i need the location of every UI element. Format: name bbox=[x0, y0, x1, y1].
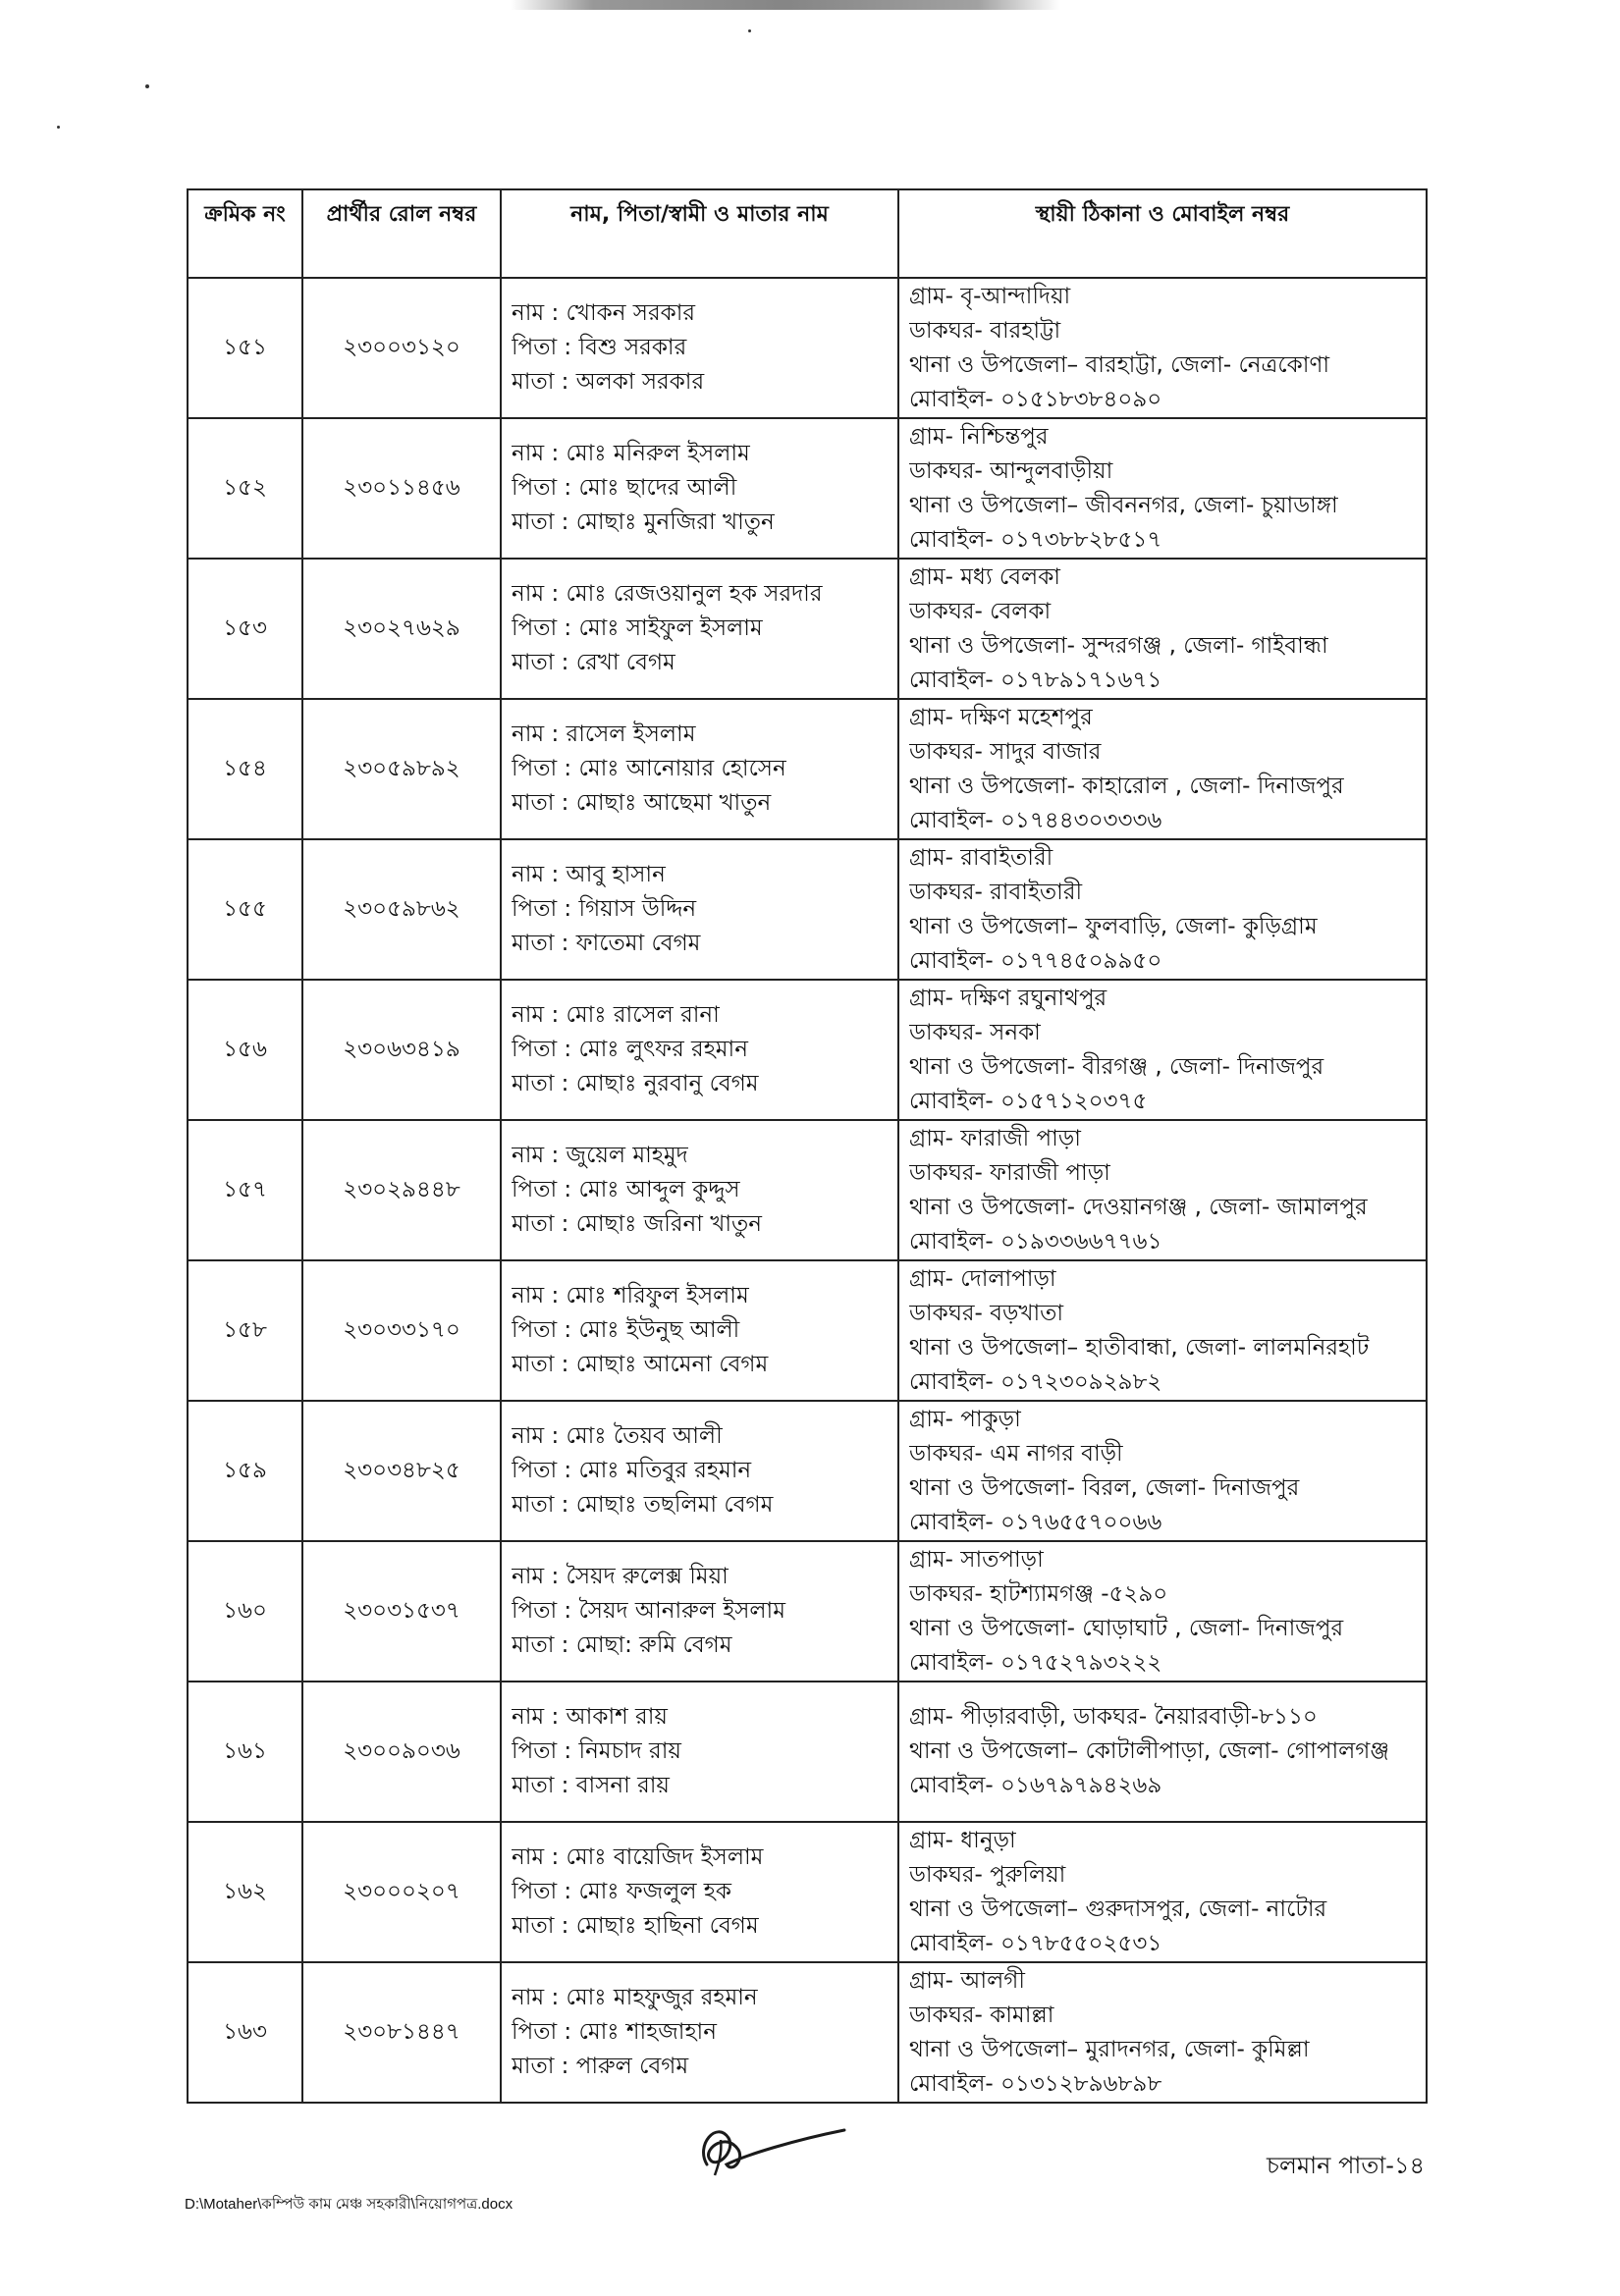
serial-cell: ১৫৬ bbox=[188, 980, 302, 1120]
address-cell bbox=[898, 699, 1427, 839]
name-line: পিতা : মোঃ সাইফুল ইসলাম bbox=[512, 615, 763, 641]
address-line: গ্রাম- ফারাজী পাড়া bbox=[909, 1125, 1081, 1151]
name-line: পিতা : মোঃ আব্দুল কুদ্দুস bbox=[512, 1177, 740, 1202]
address-line: মোবাইল- ০১৭২৩০৯২৯৮২ bbox=[909, 1368, 1162, 1395]
address-line: মোবাইল- ০১৭৬৫৫৭০০৬৬ bbox=[909, 1509, 1162, 1535]
address-line: থানা ও উপজেলা– জীবননগর, জেলা- চুয়াডাঙ্গা bbox=[909, 492, 1338, 518]
address-cell bbox=[898, 1260, 1427, 1401]
address-cell bbox=[898, 839, 1427, 980]
name-line: পিতা : সৈয়দ আনারুল ইসলাম bbox=[512, 1598, 785, 1624]
serial-cell: ১৬১ bbox=[188, 1682, 302, 1822]
name-line: পিতা : মোঃ ফজলুল হক bbox=[512, 1879, 731, 1904]
table-row bbox=[188, 418, 1427, 559]
roll-number-cell: ২৩০৮১৪৪৭ bbox=[302, 1962, 501, 2103]
table-row bbox=[188, 1120, 1427, 1260]
address-line: ডাকঘর- এম নাগর বাড়ী bbox=[909, 1440, 1123, 1467]
names-cell bbox=[501, 1682, 898, 1822]
table-row bbox=[188, 1541, 1427, 1682]
name-line: নাম : আবু হাসান bbox=[512, 862, 666, 887]
address-line: থানা ও উপজেলা- কাহারোল , জেলা- দিনাজপুর bbox=[909, 773, 1344, 799]
address-line: থানা ও উপজেলা– বারহাট্টা, জেলা- নেত্রকোণা bbox=[909, 351, 1330, 378]
name-line: মাতা : মোছাঃ আমেনা বেগম bbox=[512, 1352, 769, 1377]
address-line: গ্রাম- আলগী bbox=[909, 1967, 1025, 1994]
serial-cell: ১৫৩ bbox=[188, 559, 302, 699]
address-line: মোবাইল- ০১৫১৮৩৮৪০৯০ bbox=[909, 386, 1162, 412]
serial-cell: ১৫৫ bbox=[188, 839, 302, 980]
address-cell bbox=[898, 278, 1427, 418]
name-line: পিতা : বিশু সরকার bbox=[512, 335, 687, 360]
address-line: মোবাইল- ০১৩১২৮৯৬৮৯৮ bbox=[909, 2070, 1162, 2097]
name-line: নাম : মোঃ মনিরুল ইসলাম bbox=[512, 441, 750, 466]
name-line: নাম : মোঃ শরিফুল ইসলাম bbox=[512, 1283, 749, 1308]
names-cell bbox=[501, 559, 898, 699]
header-roll: প্রার্থীর রোল নম্বর bbox=[302, 189, 501, 278]
address-line: ডাকঘর- রাবাইতারী bbox=[909, 879, 1083, 905]
roll-number-cell: ২৩০৬৩৪১৯ bbox=[302, 980, 501, 1120]
scan-speck bbox=[57, 126, 60, 129]
name-line: মাতা : অলকা সরকার bbox=[512, 369, 705, 395]
name-line: নাম : মোঃ মাহফুজুর রহমান bbox=[512, 1985, 758, 2010]
names-cell bbox=[501, 1120, 898, 1260]
name-line: মাতা : পারুল বেগম bbox=[512, 2054, 689, 2079]
address-cell bbox=[898, 1401, 1427, 1541]
names-cell bbox=[501, 1822, 898, 1962]
address-line: থানা ও উপজেলা– কোটালীপাড়া, জেলা- গোপালগঞ্জ bbox=[909, 1738, 1390, 1764]
address-line: থানা ও উপজেলা- ঘোড়াঘাট , জেলা- দিনাজপুর bbox=[909, 1615, 1344, 1641]
name-line: পিতা : নিমচাদ রায় bbox=[512, 1738, 681, 1764]
roll-number-cell: ২৩০৩৪৮২৫ bbox=[302, 1401, 501, 1541]
names-cell bbox=[501, 1962, 898, 2103]
address-line: গ্রাম- রাবাইতারী bbox=[909, 844, 1053, 871]
address-line: গ্রাম- ধানুড়া bbox=[909, 1827, 1016, 1853]
address-line: থানা ও উপজেলা- সুন্দরগঞ্জ , জেলা- গাইবান্ধা bbox=[909, 632, 1328, 659]
serial-cell: ১৬০ bbox=[188, 1541, 302, 1682]
roll-number-cell: ২৩০২৯৪৪৮ bbox=[302, 1120, 501, 1260]
name-line: মাতা : মোছাঃ হাছিনা বেগম bbox=[512, 1913, 759, 1939]
candidate-table bbox=[187, 188, 1428, 2104]
name-line: নাম : রাসেল ইসলাম bbox=[512, 721, 696, 747]
name-line: মাতা : মোছাঃ মুনজিরা খাতুন bbox=[512, 509, 775, 535]
roll-number-cell: ২৩০০৯০৩৬ bbox=[302, 1682, 501, 1822]
name-line: নাম : খোকন সরকার bbox=[512, 300, 696, 326]
address-cell bbox=[898, 980, 1427, 1120]
name-line: নাম : মোঃ তৈয়ব আলী bbox=[512, 1423, 723, 1449]
table-row bbox=[188, 559, 1427, 699]
address-line: গ্রাম- দোলাপাড়া bbox=[909, 1265, 1056, 1292]
roll-number-cell: ২৩০১১৪৫৬ bbox=[302, 418, 501, 559]
address-line: মোবাইল- ০১৭৮৫৫০২৫৩১ bbox=[909, 1930, 1162, 1956]
address-cell bbox=[898, 1541, 1427, 1682]
address-line: থানা ও উপজেলা– হাতীবান্ধা, জেলা- লালমনিরহাট bbox=[909, 1334, 1370, 1361]
address-line: ডাকঘর- আন্দুলবাড়ীয়া bbox=[909, 457, 1113, 484]
names-cell bbox=[501, 1260, 898, 1401]
signature-icon bbox=[687, 2110, 854, 2184]
address-line: গ্রাম- পীড়ারবাড়ী, ডাকঘর- নৈয়ারবাড়ী-৮১১০ bbox=[909, 1704, 1318, 1730]
table-header-row bbox=[188, 189, 1427, 278]
address-cell bbox=[898, 559, 1427, 699]
table-row bbox=[188, 980, 1427, 1120]
serial-cell: ১৬৩ bbox=[188, 1962, 302, 2103]
address-line: থানা ও উপজেলা– মুরাদনগর, জেলা- কুমিল্লা bbox=[909, 2036, 1310, 2062]
serial-cell: ১৫৮ bbox=[188, 1260, 302, 1401]
scan-speck bbox=[748, 29, 751, 32]
address-line: ডাকঘর- বড়খাতা bbox=[909, 1300, 1064, 1326]
roll-number-cell: ২৩০৩১৫৩৭ bbox=[302, 1541, 501, 1682]
name-line: নাম : আকাশ রায় bbox=[512, 1704, 668, 1730]
page-reference: চলমান পাতা-১৪ bbox=[1267, 2152, 1426, 2179]
address-cell bbox=[898, 418, 1427, 559]
address-line: থানা ও উপজেলা– গুরুদাসপুর, জেলা- নাটোর bbox=[909, 1896, 1327, 1922]
name-line: মাতা : ফাতেমা বেগম bbox=[512, 931, 701, 956]
address-line: মোবাইল- ০১৭৮৯১৭১৬৭১ bbox=[909, 667, 1162, 693]
table-row bbox=[188, 1401, 1427, 1541]
serial-cell: ১৬২ bbox=[188, 1822, 302, 1962]
address-cell bbox=[898, 1822, 1427, 1962]
header-names: নাম, পিতা/স্বামী ও মাতার নাম bbox=[501, 189, 898, 278]
roll-number-cell: ২৩০২৭৬২৯ bbox=[302, 559, 501, 699]
serial-cell: ১৫২ bbox=[188, 418, 302, 559]
name-line: নাম : মোঃ বায়েজিদ ইসলাম bbox=[512, 1844, 764, 1870]
roll-number-cell: ২৩০৫৯৮৬২ bbox=[302, 839, 501, 980]
address-cell bbox=[898, 1682, 1427, 1822]
address-line: থানা ও উপজেলা– ফুলবাড়ি, জেলা- কুড়িগ্রাম bbox=[909, 913, 1318, 939]
address-line: ডাকঘর- পুরুলিয়া bbox=[909, 1861, 1066, 1888]
name-line: মাতা : রেখা বেগম bbox=[512, 650, 675, 675]
address-line: মোবাইল- ০১৯৩৩৬৬৭৭৬১ bbox=[909, 1228, 1162, 1255]
address-line: ডাকঘর- সাদুর বাজার bbox=[909, 738, 1102, 765]
serial-cell: ১৫৭ bbox=[188, 1120, 302, 1260]
address-line: ডাকঘর- ফারাজী পাড়া bbox=[909, 1159, 1110, 1186]
address-line: ডাকঘর- সনকা bbox=[909, 1019, 1041, 1045]
address-line: মোবাইল- ০১৬৭৯৭৯৪২৬৯ bbox=[909, 1773, 1162, 1798]
name-line: পিতা : মোঃ লুৎফর রহমান bbox=[512, 1037, 748, 1062]
roll-number-cell: ২৩০৫৯৮৯২ bbox=[302, 699, 501, 839]
address-line: মোবাইল- ০১৭৫২৭৯৩২২২ bbox=[909, 1649, 1162, 1676]
names-cell bbox=[501, 839, 898, 980]
header-serial: ক্রমিক নং bbox=[188, 189, 302, 278]
names-cell bbox=[501, 278, 898, 418]
name-line: পিতা : মোঃ আনোয়ার হোসেন bbox=[512, 756, 786, 781]
address-line: মোবাইল- ০১৭৪৪৩০৩৩৩৬ bbox=[909, 807, 1162, 833]
name-line: পিতা : মোঃ মতিবুর রহমান bbox=[512, 1458, 752, 1483]
names-cell bbox=[501, 699, 898, 839]
name-line: নাম : জুয়েল মাহমুদ bbox=[512, 1143, 688, 1168]
name-line: পিতা : গিয়াস উদ্দিন bbox=[512, 896, 697, 922]
address-line: গ্রাম- মধ্য বেলকা bbox=[909, 563, 1060, 590]
header-address: স্থায়ী ঠিকানা ও মোবাইল নম্বর bbox=[898, 189, 1427, 278]
name-line: নাম : মোঃ রাসেল রানা bbox=[512, 1002, 720, 1028]
address-line: ডাকঘর- হাটশ্যামগঞ্জ -৫২৯০ bbox=[909, 1580, 1168, 1607]
address-cell bbox=[898, 1962, 1427, 2103]
table-row bbox=[188, 1962, 1427, 2103]
table-row bbox=[188, 1822, 1427, 1962]
address-line: ডাকঘর- বেলকা bbox=[909, 598, 1052, 624]
address-line: গ্রাম- নিশ্চিন্তপুর bbox=[909, 423, 1049, 450]
names-cell bbox=[501, 980, 898, 1120]
table-row bbox=[188, 1260, 1427, 1401]
names-cell bbox=[501, 1541, 898, 1682]
address-line: থানা ও উপজেলা- বিরল, জেলা- দিনাজপুর bbox=[909, 1474, 1300, 1501]
name-line: নাম : সৈয়দ রুলেক্স মিয়া bbox=[512, 1564, 729, 1589]
address-line: মোবাইল- ০১৭৩৮৮২৮৫১৭ bbox=[909, 526, 1162, 553]
name-line: মাতা : মোছাঃ নুরবানু বেগম bbox=[512, 1071, 759, 1096]
name-line: নাম : মোঃ রেজওয়ানুল হক সরদার bbox=[512, 581, 823, 607]
address-line: মোবাইল- ০১৫৭১২০৩৭৫ bbox=[909, 1088, 1148, 1114]
name-line: পিতা : মোঃ শাহজাহান bbox=[512, 2019, 717, 2045]
table-row bbox=[188, 1682, 1427, 1822]
name-line: পিতা : মোঃ ছাদের আলী bbox=[512, 475, 737, 501]
address-line: ডাকঘর- কামাল্লা bbox=[909, 2002, 1054, 2028]
name-line: মাতা : মোছাঃ তছলিমা বেগম bbox=[512, 1492, 774, 1518]
serial-cell: ১৫৯ bbox=[188, 1401, 302, 1541]
address-line: থানা ও উপজেলা- দেওয়ানগঞ্জ , জেলা- জামালপুর bbox=[909, 1194, 1368, 1220]
serial-cell: ১৫৪ bbox=[188, 699, 302, 839]
roll-number-cell: ২৩০৩৩১৭০ bbox=[302, 1260, 501, 1401]
roll-number-cell: ২৩০০৩১২০ bbox=[302, 278, 501, 418]
scan-speck bbox=[145, 84, 149, 88]
address-line: গ্রাম- দক্ষিণ মহেশপুর bbox=[909, 704, 1093, 730]
address-line: গ্রাম- পাকুড়া bbox=[909, 1406, 1021, 1432]
table-row bbox=[188, 278, 1427, 418]
table-row bbox=[188, 839, 1427, 980]
name-line: পিতা : মোঃ ইউনুছ আলী bbox=[512, 1317, 740, 1343]
names-cell bbox=[501, 418, 898, 559]
address-line: মোবাইল- ০১৭৭৪৫০৯৯৫০ bbox=[909, 947, 1162, 974]
names-cell bbox=[501, 1401, 898, 1541]
serial-cell: ১৫১ bbox=[188, 278, 302, 418]
roll-number-cell: ২৩০০০২০৭ bbox=[302, 1822, 501, 1962]
address-line: ডাকঘর- বারহাট্টা bbox=[909, 317, 1061, 344]
address-line: থানা ও উপজেলা- বীরগঞ্জ , জেলা- দিনাজপুর bbox=[909, 1053, 1324, 1080]
scan-edge-mark bbox=[511, 0, 1060, 10]
address-line: গ্রাম- সাতপাড়া bbox=[909, 1546, 1044, 1573]
name-line: মাতা : বাসনা রায় bbox=[512, 1773, 670, 1798]
name-line: মাতা : মোছাঃ আছেমা খাতুন bbox=[512, 790, 772, 816]
address-line: গ্রাম- বৃ-আন্দাদিয়া bbox=[909, 283, 1071, 309]
table-row bbox=[188, 699, 1427, 839]
name-line: মাতা : মোছাঃ জরিনা খাতুন bbox=[512, 1211, 762, 1237]
address-cell bbox=[898, 1120, 1427, 1260]
file-path: D:\Motaher\কম্পিউ কাম মেঞ্চ সহকারী\নিয়োগপত্র.docx bbox=[185, 2196, 513, 2213]
address-line: গ্রাম- দক্ষিণ রঘুনাথপুর bbox=[909, 985, 1107, 1011]
name-line: মাতা : মোছা: রুমি বেগম bbox=[512, 1632, 732, 1658]
